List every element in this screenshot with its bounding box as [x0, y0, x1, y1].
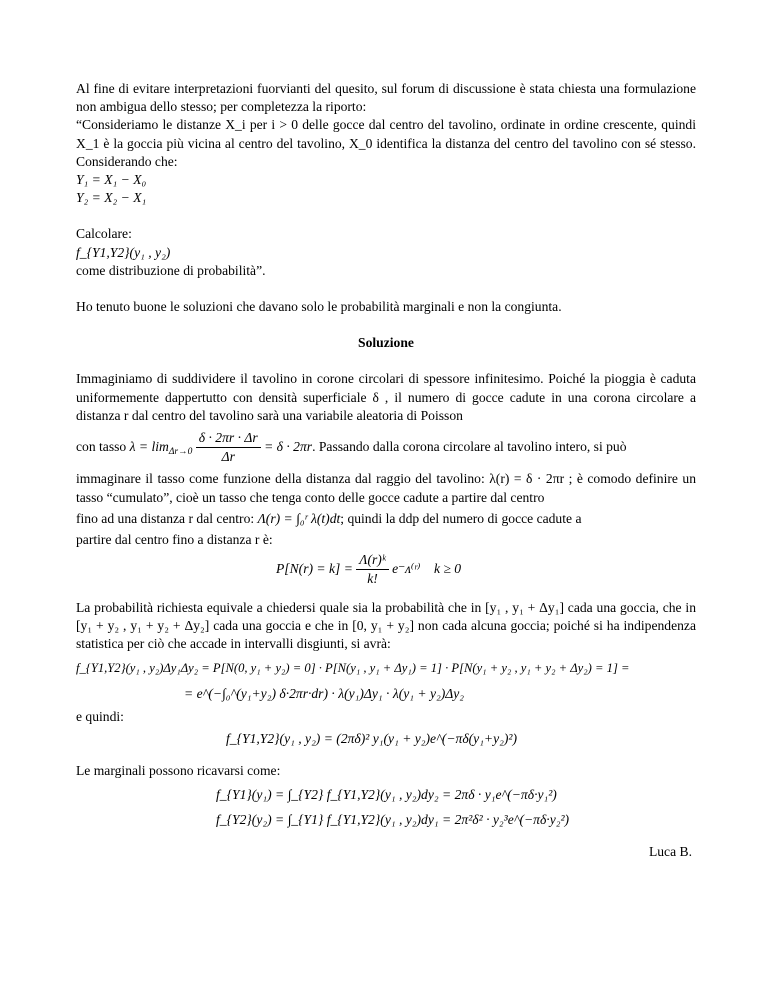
document-page [76, 80, 696, 861]
marginals-intro: Le marginali possono ricavarsi come: [76, 763, 281, 779]
cum-rate-formula: Λ(r) = ∫₀ʳ λ(t)dt [257, 510, 341, 526]
rate-formula: $\lambda = \lim_{\Delta r\to 0}$ $\frac{\delta \cdot 2\pi r \cdot \Delta r}{\Delta r}$ = δ · 2πr [129, 430, 313, 465]
solution-paragraph-1: Immaginiamo di suddividere il tavolino in corone circolari di spessore infinitesimo. Poiché la pioggia è caduta uniformemente dappertutto con densità superficiale δ , il numero di gocce cadute in una corona circolare a distanza r dal centro del tavolino sarà una variabile aleatoria di Poisson [76, 371, 696, 423]
solution-paragraph-5: partire dal centro fino a distanza r è: [76, 532, 273, 548]
quote-end: come distribuzione di probabilità”. [76, 262, 266, 278]
poisson-formula: P[N(r) = k] = $\frac{\text{Λ(r)ᵏ}}{k!}$ e⁻ᴧ⁽ʳ⁾ k ≥ 0 [276, 552, 462, 587]
joint-formula-2: = e^(−∫₀^(y₁+y₂) δ·2πr·dr) · λ(y₁)Δy₁ · λ(y₁ + y₂)Δy₂ [184, 686, 464, 702]
marginal-formula-2: f_{Y2}(y₂) = ∫_{Y1} f_{Y1,Y2}(y₁ , y₂)dy₁ = 2π²δ² · y₂³e^(−πδ·y₂²) [216, 811, 570, 827]
solution-paragraph-3: immaginare il tasso come funzione della distanza dal raggio del tavolino: λ(r) = δ · 2πr ; è comodo definire un tasso “cumulato”, cioè un tasso che tenga conto delle gocce cadute a partire dal centro [76, 471, 696, 505]
and-then: e quindi: [76, 708, 124, 724]
joint-formula-1: f_{Y1,Y2}(y₁ , y₂)Δy₁Δy₂ = P[N(0, y₁ + y₂) = 0] · P[N(y₁ , y₁ + Δy₁) = 1] · P[N(y₁ + y₂ , y₁ + y₂ + Δy₂) = 1] = [76, 661, 630, 676]
solution-heading: Soluzione [358, 335, 414, 351]
calc-label: Calcolare: [76, 226, 132, 242]
rate-line: con tasso $\lambda = \lim_{\Delta r\to 0}$ $\frac{\delta \cdot 2\pi r \cdot \Delta r}{\Delta r}$ = δ · 2πr. Passando dalla corona circolare al tavolino intero, si può [76, 430, 627, 465]
marginal-formula-1: f_{Y1}(y₁) = ∫_{Y2} f_{Y1,Y2}(y₁ , y₂)dy₂ = 2πδ · y₁e^(−πδ·y₁²) [216, 787, 557, 803]
quote-paragraph: “Consideriamo le distanze X_i per i > 0 delle gocce dal centro del tavolino, ordinate in ordine crescente, quindi X_1 è la goccia più vicina al centro del tavolino, X_0 identifica la distanza del centro del tavolino con sé stesso. Considerando che: [76, 117, 696, 169]
joint-formula-3: f_{Y1,Y2}(y₁ , y₂) = (2πδ)² y₁(y₁ + y₂)e^(−πδ(y₁+y₂)²) [226, 730, 517, 746]
def-y1: Y₁ = X₁ − X₀ [76, 172, 147, 188]
def-y2: Y₂ = X₂ − X₁ [76, 190, 147, 206]
signature: Luca B. [648, 843, 692, 859]
accepted-note: Ho tenuto buone le soluzioni che davano solo le probabilità marginali e non la congiunta. [76, 299, 562, 315]
joint-density-label: f_{Y1,Y2}(y₁ , y₂) [76, 244, 171, 260]
cum-rate-line: fino ad una distanza r dal centro: Λ(r) = ∫₀ʳ λ(t)dt; quindi la ddp del numero di gocce cadute a [76, 510, 582, 526]
intro-paragraph: Al fine di evitare interpretazioni fuorvianti del quesito, sul forum di discussione è stata chiesta una formulazione non ambigua dello stesso; per completezza la riporto: [76, 81, 696, 115]
solution-paragraph-6: La probabilità richiesta equivale a chiedersi quale sia la probabilità che in [y₁ , y₁ + Δy₁] cada una goccia, che in [y₁ + y₂ , y₁ + y₂ + Δy₂] cada una goccia e che in [0, y₁ + y₂] non cada alcuna goccia; poiché si ha indipendenza statistica per ciò che accade in intervalli disgiunti, si avrà: [76, 599, 696, 652]
